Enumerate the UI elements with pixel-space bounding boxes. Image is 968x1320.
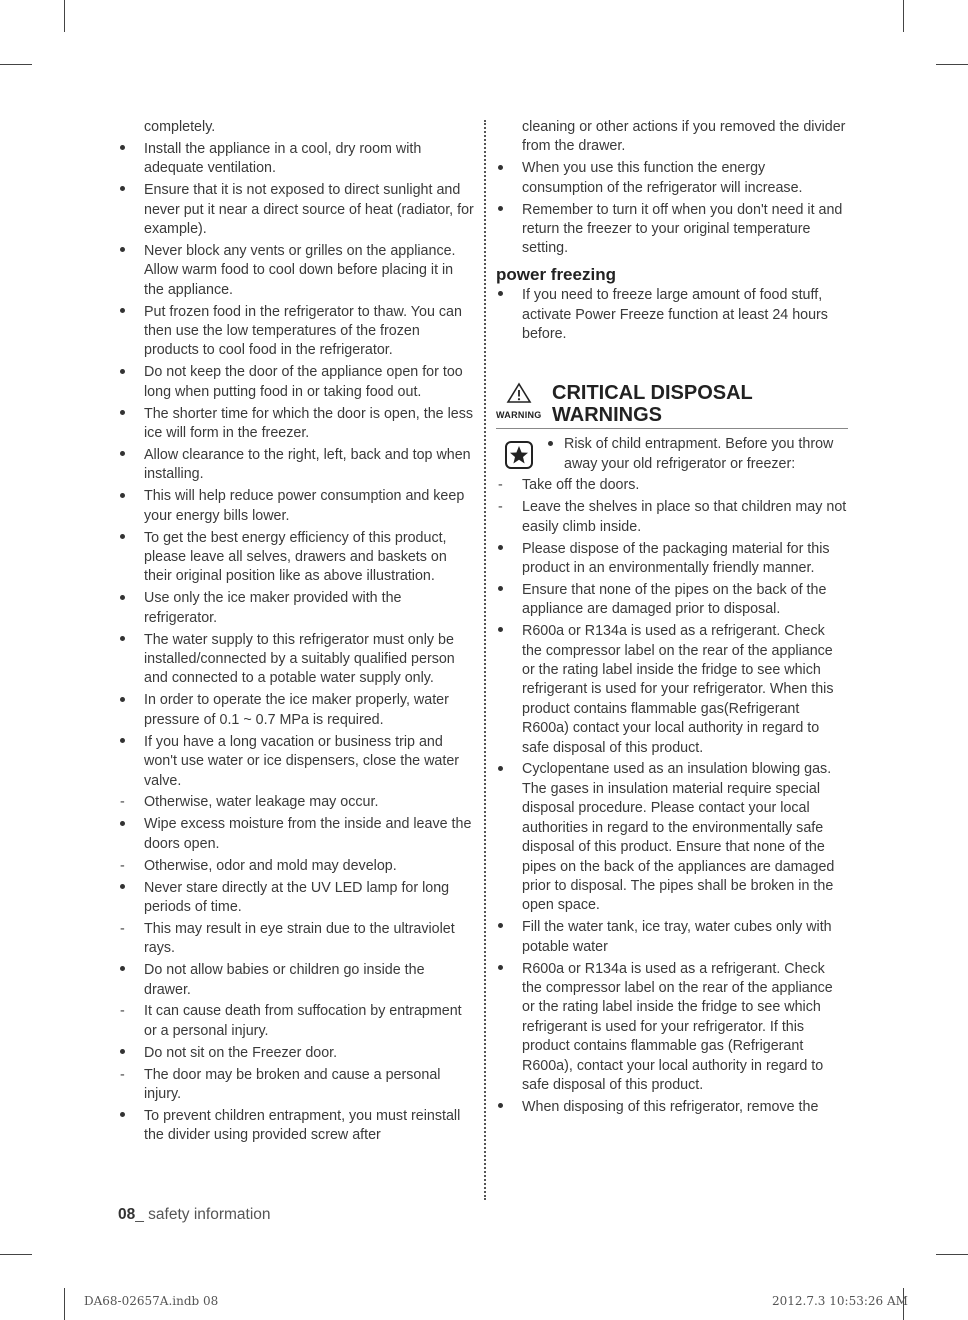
continued-text: completely. [144,119,216,135]
bullet-mark [118,631,144,650]
column-divider [484,120,486,1200]
bullet-mark [496,159,522,178]
bullet-item [118,140,474,179]
item-text: Take off the doors. [522,477,640,494]
item-text: Leave the shelves in place so that children may not easily climb inside. [522,499,847,535]
slug-file: DA68-02657A.indb 08 [84,1294,219,1308]
power-freezing-title: power freezing [496,264,616,284]
continued-text: cleaning or other actions if you removed the divider from the drawer. [522,119,846,155]
bullet-item [118,961,474,1000]
bullet-item [118,181,474,239]
dash-mark [118,857,144,876]
item-text: Put frozen food in the refrigerator to thaw. You can then use the low temperatures of the frozen products to cool food in the refrigerator. [144,303,462,359]
power-freezing-list [496,286,848,344]
crop-mark [0,64,32,65]
dash-mark [118,920,144,939]
item-text: Allow clearance to the right, left, back and top when installing. [144,447,471,483]
bullet-item [496,622,848,758]
bullet-mark [118,140,144,159]
item-text: Otherwise, water leakage may occur. [144,794,379,811]
bullet-mark [118,733,144,752]
dash-item [118,920,474,959]
dash-item [118,857,474,876]
bullet-item [496,159,848,198]
bullet-mark [118,879,144,898]
bullet-mark [118,815,144,834]
bullet-mark [118,529,144,548]
bullet-item [118,446,474,485]
dash-mark [496,498,522,517]
disposal-list [496,476,848,1117]
right-top-list [496,118,848,259]
right-column [496,118,848,1120]
bullet-mark [118,303,144,322]
bullet-mark [118,487,144,506]
dash-mark [118,1066,144,1085]
item-text: The door may be broken and cause a personal injury. [144,1066,441,1103]
bullet-item [118,363,474,402]
bullet-mark [496,581,522,600]
bullet-mark [118,242,144,261]
item-text: Wipe excess moisture from the inside and leave the doors open. [144,816,472,852]
bullet-item [118,1044,474,1063]
crop-mark [64,0,65,32]
bullet-mark [118,405,144,424]
item-text: R600a or R134a is used as a refrigerant. Check the compressor label on the rear of the appliance or the rating label inside the fridge to see which refrigerant is used for your refrigerator. If this product contains flammable gas (Refrigerant R600a), contact your local authority in regard to safe disposal of this product. [522,960,833,1093]
item-text: If you have a long vacation or business trip and won't use water or ice dispensers, close the water valve. [144,733,460,789]
bullet-item [118,242,474,300]
bullet-item [496,918,848,957]
section-name: _ safety information [135,1206,271,1223]
dash-item [496,498,848,537]
bullet-mark [496,760,522,779]
item-text: Never stare directly at the UV LED lamp for long periods of time. [144,879,450,915]
disposal-title-line1: CRITICAL DISPOSAL [552,382,753,405]
bullet-mark [496,918,522,937]
disposal-warning-header [496,378,848,429]
item-text: R600a or R134a is used as a refrigerant. Check the compressor label on the rear of the appliance or the rating label inside the fridge to see which refrigerant is used for your refrigerator. When this product contains flammable gas(Refrigerant R600a) contact your local authority in regard to safe disposal of this product. [522,623,834,756]
item-text: Fill the water tank, ice tray, water cubes only with potable water [522,919,832,955]
dash-item [496,476,848,495]
item-text: Ensure that none of the pipes on the back of the appliance are damaged prior to disposal. [522,581,827,618]
dash-mark [118,1002,144,1021]
page-footer [118,1206,271,1224]
bullet-mark [118,691,144,710]
crop-mark [936,1254,968,1255]
bullet-item [118,631,474,689]
item-text: Please dispose of the packaging material for this product in an environmentally friendly manner. [522,540,830,576]
crop-mark [64,1288,65,1320]
disposal-title-line2: WARNINGS [552,404,662,427]
bullet-item [118,733,474,791]
child-entrapment-icon [504,440,534,470]
item-text: Never block any vents or grilles on the appliance. Allow warm food to cool down before placing it in the appliance. [144,242,456,298]
item-text: Cyclopentane used as an insulation blowing gas. The gases in insulation material require special disposal procedure. Please contact your local authorities in regard to the environmentally safe disposal of this product. Ensure that none of the pipes on the back of the appliances are damaged prior to disposal. The pipes shall be broken in the open space. [522,761,835,914]
bullet-mark [118,1044,144,1063]
item-text: Use only the ice maker provided with the refrigerator. [144,590,402,626]
dash-mark [496,476,522,495]
bullet-item [118,589,474,628]
item-text: Do not sit on the Freezer door. [144,1044,338,1061]
child-entrapment-text: Risk of child entrapment. Before you throw away your old refrigerator or freezer: [564,436,834,472]
bullet-mark [118,961,144,980]
bullet-item [118,529,474,587]
bullet-item [496,540,848,579]
item-text: When you use this function the energy consumption of the refrigerator will increase. [522,160,803,196]
bullet-mark [548,435,553,454]
warning-triangle-icon [506,382,532,404]
bullet-item [496,1098,848,1117]
warning-label: WARNING [496,410,542,421]
item-text: In order to operate the ice maker properly, water pressure of 0.1 ~ 0.7 MPa is required. [144,692,449,728]
bullet-mark [496,286,522,305]
bullet-item [118,691,474,730]
bullet-mark [118,363,144,382]
crop-mark [0,1254,32,1255]
item-text: The shorter time for which the door is open, the less ice will form in the freezer. [144,405,473,442]
dash-mark [118,793,144,812]
dash-item [118,793,474,812]
item-text: Ensure that it is not exposed to direct sunlight and never put it near a direct source of heat (radiator, for example). [144,182,474,238]
dash-item [118,1066,474,1105]
item-text: Remember to turn it off when you don't need it and return the freezer to your original temperature setting. [522,201,843,257]
item-text: It can cause death from suffocation by entrapment or a personal injury. [144,1003,462,1039]
bullet-item [118,879,474,918]
child-entrapment-item [496,435,848,474]
item-text: To prevent children entrapment, you must reinstall the divider using provided screw after [144,1108,461,1144]
bullet-item [496,201,848,259]
item-text: Install the appliance in a cool, dry room with adequate ventilation. [144,140,422,177]
dash-item [118,1002,474,1041]
item-text: The water supply to this refrigerator must only be installed/connected by a suitably qualified person and connected to a potable water supply only. [144,631,455,687]
bullet-item [496,960,848,1096]
bullet-item [496,581,848,620]
left-column [118,118,474,1148]
crop-mark [936,64,968,65]
bullet-mark [118,181,144,200]
bullet-mark [118,446,144,465]
bullet-mark [496,622,522,641]
item-text: When disposing of this refrigerator, remove the [522,1098,819,1115]
bullet-item [118,303,474,361]
bullet-mark [496,960,522,979]
bullet-item [496,286,848,344]
page-number: 08 [118,1206,136,1223]
bullet-mark [118,589,144,608]
item-text: Do not allow babies or children go inside the drawer. [144,962,425,998]
bullet-mark [496,540,522,559]
item-text: If you need to freeze large amount of food stuff, activate Power Freeze function at least 24 hours before. [522,287,828,343]
bullet-mark [496,1098,522,1117]
bullet-mark [496,201,522,220]
item-text: Do not keep the door of the appliance open for too long when putting food in or taking food out. [144,364,463,400]
bullet-item [496,760,848,915]
bullet-mark [118,1107,144,1126]
bullet-item [118,1107,474,1146]
slug-timestamp: 2012.7.3 10:53:26 AM [772,1294,908,1308]
item-text: Otherwise, odor and mold may develop. [144,857,397,874]
bullet-item [118,405,474,444]
crop-mark [903,0,904,32]
item-text: This will help reduce power consumption and keep your energy bills lower. [144,488,465,524]
item-text: To get the best energy efficiency of this product, please leave all selves, drawers and baskets on their original position like as above illustration. [144,529,447,585]
bullet-item [118,487,474,526]
disposal-title [552,382,753,426]
item-text: This may result in eye strain due to the ultraviolet rays. [144,920,455,957]
bullet-item [118,815,474,854]
